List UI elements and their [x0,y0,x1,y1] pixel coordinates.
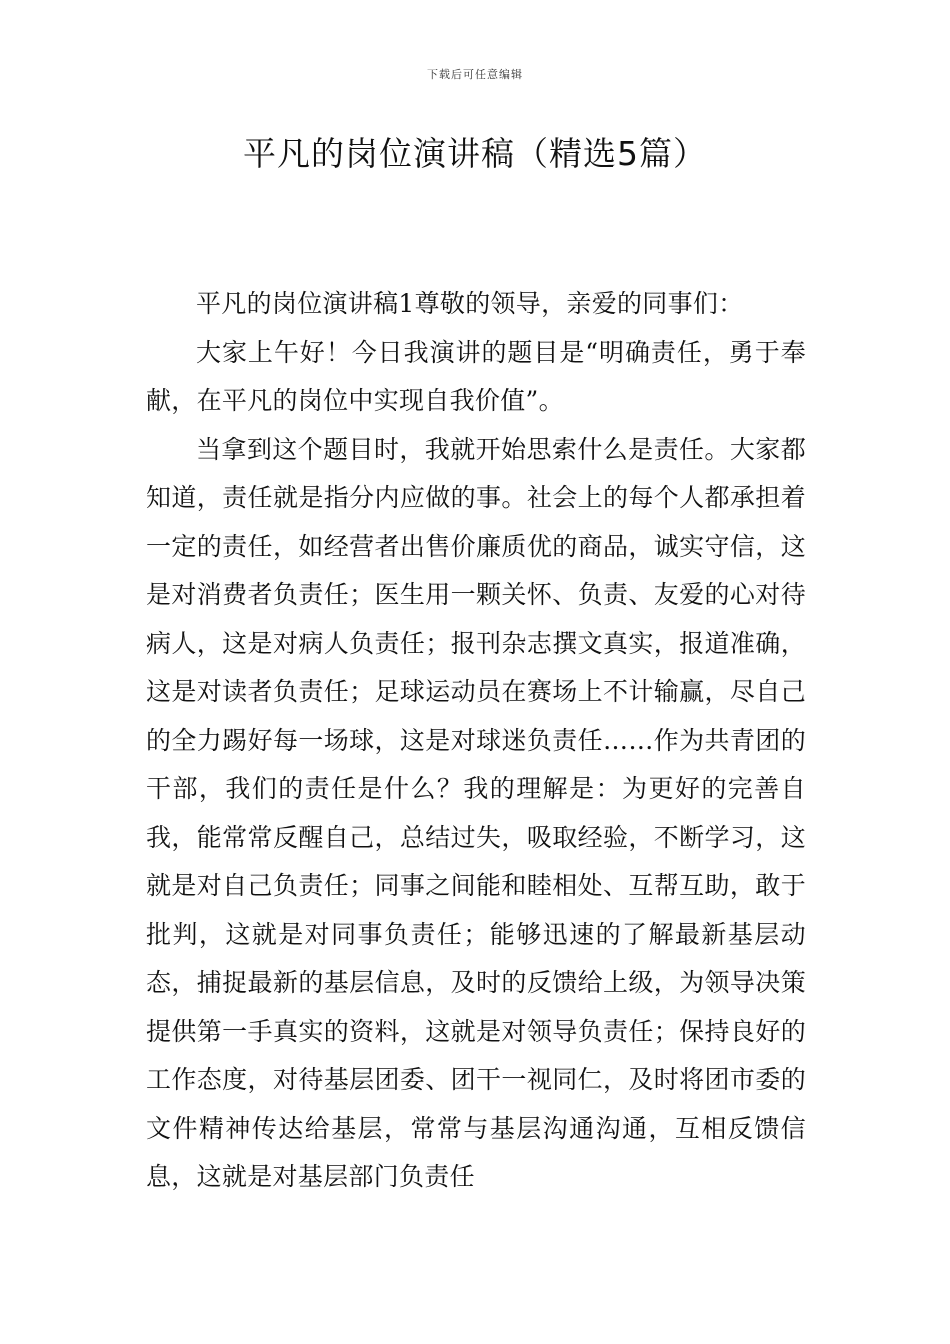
paragraph-3: 当拿到这个题目时，我就开始思索什么是责任。大家都知道，责任就是指分内应做的事。社会上的每个人都承担着一定的责任，如经营者出售价廉质优的商品，诚实守信，这是对消费者负责任；医生用一颗关怀、负责、友爱的心对待病人，这是对病人负责任；报刊杂志撰文真实，报道准确，这是对读者负责任；足球运动员在赛场上不计输赢，尽自己的全力踢好每一场球，这是对球迷负责任……作为共青团的干部，我们的责任是什么？我的理解是：为更好的完善自我，能常常反醒自己，总结过失，吸取经验，不断学习，这就是对自己负责任；同事之间能和睦相处、互帮互助，敢于批判，这就是对同事负责任；能够迅速的了解最新基层动态，捕捉最新的基层信息，及时的反馈给上级，为领导决策提供第一手真实的资料，这就是对领导负责任；保持良好的工作态度，对待基层团委、团干一视同仁，及时将团市委的文件精神传达给基层，常常与基层沟通沟通，互相反馈信息，这就是对基层部门负责任 [146,434,806,1191]
document-title: 平凡的岗位演讲稿（精选5篇） [243,134,707,173]
paragraph-1: 平凡的岗位演讲稿1尊敬的领导，亲爱的同事们： [196,289,744,318]
document-body [146,280,806,1202]
header-note: 下载后可任意编辑 [427,68,523,81]
paragraph-2: 大家上午好！今日我演讲的题目是“明确责任，勇于奉献，在平凡的岗位中实现自我价值”。 [146,337,806,415]
